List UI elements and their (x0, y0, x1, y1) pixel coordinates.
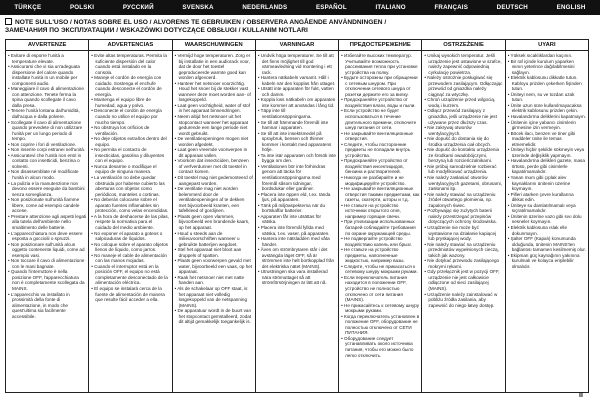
checkbox-square-icon (5, 18, 12, 25)
warning-item: • Никогда не разбирайте и не модифицируйте устройство. (341, 175, 419, 186)
warning-item: • Bir raf içinde kurulum yaparken ısının yeterince dağılabilmesini sağlayın. (508, 59, 586, 76)
warning-item: • Ekipman güç kaynağının yakınına kurulmalı ve kolayca erişilebilir olmalıdır. (508, 253, 586, 270)
warning-item: • Если устройство не будет использоваться в течение длительного времени, отключите шнур питания от сети. (341, 108, 419, 130)
warning-item: • Non coprire i fori di ventilazione. (8, 142, 86, 148)
column-header: OSTRZEŻENIE (422, 40, 504, 51)
warning-item: • Избегайте высоких температур. Учитывайте возможность рассеивания тепла при установке устройства на полку. (341, 53, 419, 75)
warning-item: • Dit toestel mag niet gedemonteerd of aangepast worden. (175, 175, 253, 186)
warning-item: • Prestare attenzione agli aspetti legati alla tutela dell'ambiente nello smaltimento delle batterie. (8, 214, 86, 231)
warning-item: • Även om strömbrytaren står i det avstängda läget OFF, så är strömmen inte helt bortkopplad från det elektriska nätet (MAINS). (258, 247, 336, 269)
warning-item: • Se till att inte insektsmedel på spraybruk, bensen och thinner kommer i kontakt med apparatens hölje. (258, 131, 336, 153)
language-label: РУССКИЙ (122, 4, 154, 11)
warning-item: • Desconecte el cordón de energía cuando no utilice el equipo por mucho tiempo. (91, 108, 169, 125)
warning-item: • Odłącz przewód zasilający z gniazdka, jeśli urządzenie nie jest używane przez dłuższy czas. (424, 108, 502, 125)
warning-item: • Nie należy zasłaniać otworów wentylacyjnych gazetami, obrusami, zasłonami itp. (424, 175, 502, 192)
warning-item: • Non disassemblate né modificate l'unità in alcun modo. (8, 169, 86, 180)
warnings-table (5, 39, 589, 393)
warning-item: • Предохраняйте устройство от воздействия влаги, воды и пыли. (341, 97, 419, 108)
language-label: DEUTSCH (496, 4, 528, 11)
warning-item: • Nie należy stawiać na urządzeniu przedmiotów wypełnionych cieczą, takich jak wazony. (424, 242, 502, 259)
warning-item: • Non posizionare sull'unità alcun oggetto contenente liquidi, come ad esempio vasi. (8, 242, 86, 259)
warning-item: • Assicurarsi che vi sia un'adeguata dispersione del calore quando installate l'unità in un mobile per componenti audio. (8, 64, 86, 86)
warning-item: • Als de schakelaar op OFF staat, is het apparaat niet volledig losgekoppeld van de netspanning (MAINS). (175, 286, 253, 308)
warning-item: • Если переключатель питания находится в положении OFF, устройство не полностью отключено от сети питания (MAINS). (341, 275, 419, 303)
warning-item: • Plaats geen voorwerpen gevuld met water, bijvoorbeeld een vaas, op het apparaat. (175, 258, 253, 275)
warning-item: • Vermijd hoge temperaturen. Zorg er bij installatie in een audiorack voor, dat de door het toestel geproduceerde warmte goed kan worden afgevoerd. (175, 53, 253, 81)
warning-item: • Utrustningen ska vara installerad nära strömuttaget så att strömförsörjningen är lätt att nå. (258, 269, 336, 286)
warning-item: • Non posizionate sull'unità fiamme libere, come ad esempio candele accese. (8, 197, 86, 214)
warning-item: • Ünitenin üzerine vazo gibi sıvı dolu nesneler koymayın. (508, 214, 586, 225)
warning-item: • Nie zakrywaj otworów wentylacyjnych. (424, 125, 502, 136)
warning-item: • Mantenga el equipo libre de humedad, agua y polvo. (91, 97, 169, 108)
warning-item: • El equipo se instalará cerca de la fuente de alimentación de manera que resulte fácil acceder a ella. (91, 286, 169, 303)
warning-item: • De apparatuur wordt in de buurt van het stopcontact geïnstalleerd, zodat dit altijd gemakkelijk toegankelijk is. (175, 308, 253, 325)
language-label: NEDERLANDS (242, 4, 288, 11)
column-body (173, 51, 255, 392)
warning-item: • Pozbywając się zużytych baterii należy przestrzegać przepisów dotyczących ochrony środowiska. (424, 208, 502, 225)
warning-item: • L'apparecchio va installato in prossimità della fonte di alimentazione, in modo che quest'ultima sia facilmente accessibile. (8, 292, 86, 320)
warning-item: • Böcek ilacı, benzen ve tiner gibi maddeler ünite ile temas etmemelidir. (508, 131, 586, 148)
warning-item: • Nie należy stawiać na urządzeniu źródeł otwartego płomienia, np. zapalonych świec. (424, 192, 502, 209)
warning-item: • Hantera nätkabeln varsamt. Håll i kabeln när den kopplas från uttaget. (258, 75, 336, 86)
warning-item: • Havalandırma delikleri gazete, masa örtüsü, perde gibi cisimlerle kapatılmamalıdır. (508, 158, 586, 175)
column-header: UYARI (506, 40, 588, 51)
column-body (422, 51, 504, 392)
warning-item: • Не ставьте на устройство источники открытого огня, например горящие свечи. (341, 203, 419, 220)
warning-item: • Nie dotykać przewodu zasilającego mokrymi rękami. (424, 258, 502, 269)
language-bar (0, 0, 600, 15)
warning-item: • Elektrik kablosuna ıslak elle dokunmayın. (508, 225, 586, 236)
warning-item: • Не прикасайтесь к сетевому шнуру мокрыми руками. (341, 303, 419, 314)
column-body (339, 51, 421, 392)
warning-item: • Nie dopuść do kontaktu urządzenia ze środkami owadobójczymi, benzyną lub rozcieńczalnikami. (424, 147, 502, 164)
warning-item: • Ünitenin içine yabancı cisimlerin girmesine izin vermeyin. (508, 120, 586, 131)
warning-item: • Ta inte isär apparaten och försök inte bygga om den. (258, 153, 336, 164)
warning-item: • Yanan mum gibi çıplak alev kaynaklarını ünitenin üzerine koymayın. (508, 175, 586, 192)
section-heading (5, 18, 585, 36)
column-header: ADVERTENCIAS (89, 40, 171, 51)
warning-item: • Unikaj wysokich temperatur. Jeśli urządzenie jest ustawione w szafce, należy zapewnić odpowiednią cyrkulację powietrza. (424, 53, 502, 75)
warning-item: • Nunca desarme o modifique el equipo de ninguna manera. (91, 164, 169, 175)
warning-item: • Cuando el interruptor está en la posición OFF, el equipo no está completamente desconectado de la alimentación eléctrica. (91, 264, 169, 286)
warning-item: • De ventilatie mag niet worden belemmerd door de ventilatieopeningen af te dekken met bijvoorbeeld kranten, een tafelkleed of gordijnen. (175, 186, 253, 214)
warning-column (422, 40, 505, 392)
warning-item: • Pilleri atarken çevre kurallarına dikkat edin. (508, 192, 586, 203)
warning-column (506, 40, 588, 392)
heading-line-2: ЗАМЕЧАНИЯ ПО ЭКСПЛУАТАЦИИ / WSKAZÓWKI DOTYCZĄCE OBSŁUGI / KULLANIM NOTLARI (5, 27, 308, 35)
warning-column (256, 40, 339, 392)
warning-item: • Будьте осторожны при обращении с сетевым шнуром. При отключении сетевого шнура от розетки держите его за вилку. (341, 75, 419, 97)
warning-item: • Üniteye su damlatılmamalı veya sıçratılmamalıdır. (508, 203, 586, 214)
column-body (256, 51, 338, 392)
heading-line-1: NOTE SULL'USO / NOTAS SOBRE EL USO / ALVORENS TE GEBRUIKEN / OBSERVERA ANGÅENDE ANVÄNDNINGEN / (15, 19, 387, 26)
warning-item: • Täpp inte till ventilationsöppningarna. (258, 108, 336, 119)
warning-item: • Elektrik kablosunu dikkatle tutun. Kabloyu prizden çekerken fişinden tutun. (508, 75, 586, 92)
warning-item: • Placera inte öppen eld, t.ex. tända ljus, på apparaten. (258, 192, 336, 203)
warning-item: • Koppla loss nätkabeln om apparaten inte kommer att användas i lång tid. (258, 97, 336, 108)
column-header: VARNINGAR (256, 40, 338, 51)
warning-item: • Hanteer het netsnoer voorzichtig. Houd het snoer bij de stekker vast wanneer deze moet worden aan- of losgekoppeld. (175, 81, 253, 103)
warning-item: • No permita el contacto de insecticidas, gasolina y diluyentes con el equipo. (91, 147, 169, 164)
warning-item: • Chroń urządzenie przed wilgocią, wodą i kurzem. (424, 97, 502, 108)
warning-item: • De ventilatieopeningen mogen niet worden afgedekt. (175, 136, 253, 147)
warning-item: • La ventilación no debe quedar obstruida por haberse cubierto las aberturas con objetos como periódicos, manteles o cortinas. (91, 175, 169, 197)
column-body (506, 51, 588, 392)
column-body (89, 51, 171, 392)
column-header: ПРЕДОСТЕРЕЖЕНИЕ (339, 40, 421, 51)
warning-item: • При утилизации использованных батарей соблюдайте требования по охране окружающей среды. (341, 219, 419, 236)
warning-item: • Apparaten får inte utsättas för vätska. (258, 214, 336, 225)
warning-item: • Urządzenie nie może być wystawione na działanie kapiącej lub pryskającej wody. (424, 225, 502, 242)
warning-item: • Не ставьте на устройство предметы, наполненные жидкостью, например вазы. (341, 247, 419, 264)
warning-item: • No coloque sobre el aparato objetos llenos de líquido, como jarros. (91, 242, 169, 253)
warning-item: • La pulizia e la manutenzione non devono essere eseguite da bambini senza sorveglianza. (8, 181, 86, 198)
warning-item: • Ventilationen bör inte förhindras genom att täcka för ventilationsöppningarna med föremål såsom tidningar, bordsdukar eller gardiner. (258, 164, 336, 192)
page-number: II (579, 392, 583, 399)
warning-item: • Ünite uzun süre kullanılmayacaksa elektrik kablosunu prizden çekin. (508, 103, 586, 114)
warning-item: • Undvik höga temperaturer. Se till att det finns möjlighet till god värmeavledning vid montering i ett rack. (258, 53, 336, 75)
warning-item: • Quando l'interruttore è nella posizione OFF, l'apparecchiatura non è completamente scollegata da MAINS. (8, 269, 86, 291)
warning-item: • Evitare di esporre l'unità a temperature elevate. (8, 53, 86, 64)
warning-column (173, 40, 256, 392)
warning-item: • No exponer el aparato a goteos o salpicaduras de líquidos. (91, 231, 169, 242)
warning-item: • No maneje el cable de alimentación con las manos mojadas. (91, 253, 169, 264)
warning-item: • No deberán colocarse sobre el aparato fuentes inflamables sin protección, como velas encendidas. (91, 197, 169, 214)
warning-item: • Stel het apparaat niet bloot aan druppels of spatten. (175, 247, 253, 258)
warning-item: • L'apparecchiatura non deve essere esposta a gocciolii o spruzzi. (8, 231, 86, 242)
warning-item: • Non toccare il cavo di alimentazione con le mani bagnate. (8, 258, 86, 269)
warning-item: • Üniteyi hiçbir şekilde sökmeyin veya üzerinde değişiklik yapmayın. (508, 147, 586, 158)
warning-item: • Tänk på miljöaspekterna när du bortskaffar batterier. (258, 203, 336, 214)
warning-item: • A la hora de deshacerse de las pilas, respete la normativa para el cuidado del medio ambiente. (91, 214, 169, 231)
column-header: AVVERTENZE (6, 40, 88, 51)
warning-item: • Nie próbuj samodzielnie rozbierać lub modyfikować urządzenia. (424, 164, 502, 175)
warning-item: • Havalandırma deliklerini kapatmayın. (508, 114, 586, 120)
language-label: POLSKI (69, 4, 95, 11)
warning-item: • Не подвергайте устройство воздействию капель или брызг. (341, 236, 419, 247)
column-header: WAARSCHUWINGEN (173, 40, 255, 51)
warning-item: • Voorkom dat insecticiden, benzeen of verfverdunner met dit toestel in contact komen. (175, 158, 253, 175)
warning-item: • Utsätt inte apparaten för fukt, vatten och damm. (258, 86, 336, 97)
warning-item: • Houd u steeds aan de milieuvoorschriften wanneer u gebruikte batterijen wegdoet. (175, 231, 253, 248)
warning-item: • Urządzenie należy zainstalować w pobliżu źródła zasilania, aby zapewnić do niego łatwy dostęp. (424, 292, 502, 309)
warning-item: • No obstruya los orificios de ventilación. (91, 125, 169, 136)
column-body (6, 51, 88, 392)
warning-column (339, 40, 422, 392)
warning-item: • Maneggiare il cavo di alimentazione con attenzione. Tenete ferma la spina quando scollegate il cavo dalla presa. (8, 86, 86, 108)
warning-item: • Следите, чтобы посторонние предметы не попадали внутрь устройства. (341, 142, 419, 159)
warning-item: • Se till att främmande föremål inte hamnar i apparaten. (258, 120, 336, 131)
language-label: ESPAÑOL (315, 4, 347, 11)
language-label: ENGLISH (556, 4, 586, 11)
warning-item: • Не закрывайте вентиляционные отверстия такими предметами, как газеты, скатерти, шторы и т.д. (341, 186, 419, 203)
warning-item: • Scollegate il cavo di alimentazione quando prevedete di non utilizzare l'unità per un lungo periodo di tempo. (8, 120, 86, 142)
warning-item: • Gdy przełącznik jest w pozycji OFF, urządzenie nie jest całkowicie odłączone od sieci zasilającej (MAINS). (424, 269, 502, 291)
warning-item: • Należy ostrożnie posługiwać się przewodem zasilającym. Odłączając przewód od gniazdka należy ciągnąć za wtyczkę. (424, 75, 502, 97)
warning-item: • Nie dopuść do dostania się do środka urządzenia ciał obcych. (424, 136, 502, 147)
warning-item: • Следите, чтобы не прикасаться к сетевому шнуру мокрыми руками. (341, 264, 419, 275)
warning-item: • Не закрывайте вентиляционные отверстия. (341, 131, 419, 142)
language-label: SVENSKA (182, 4, 214, 11)
warning-item: • Laat geen vreemde voorwerpen in dit apparaat vallen. (175, 147, 253, 158)
warning-item: • Non inserire corpi estranei nell'unità. (8, 147, 86, 153)
warning-item: • Tenere l'unità lontana dall'umidità, dall'acqua e dalla polvere. (8, 108, 86, 119)
warning-item: • No deje objetos extraños dentro del equipo. (91, 136, 169, 147)
warning-column (6, 40, 89, 392)
warning-item: • Оборудование следует устанавливать около источника питания, чтобы его можно было легко отключить. (341, 336, 419, 358)
warning-item: • Evite altas temperaturas. Permita la suficiente dispersión del calor cuando está instalado en la consola. (91, 53, 169, 75)
warning-item: • Hantera inte nätsladden med våta händer. (258, 236, 336, 247)
language-label: TÜRKÇE (14, 4, 42, 11)
warning-item: • Şalter OFF (Kapalı) konumunda olduğunda, ünitenin MAINS'ten bağlantısı tamamen kesilmemiş olur. (508, 236, 586, 253)
warning-item: • Placera inte föremål fyllda med vätska, t.ex. vaser, på apparaten. (258, 225, 336, 236)
warning-item: • Assicuratevi che l'unità non entri in contatto con insetticidi, benzina o solventi. (8, 153, 86, 170)
warning-item: • Предохраняйте устройство от воздействия инсектицидов, бензина и растворителей. (341, 158, 419, 175)
warning-item: • Laat geen vochtigheid, water of stof in het apparaat binnendringen. (175, 103, 253, 114)
warning-column (89, 40, 172, 392)
warning-item: • Üniteyi nem, su ve tozdan uzak tutun. (508, 92, 586, 103)
warning-item: • Maneje el cordón de energía con cuidado. Sostenga el enchufe cuando desconecte el cordón de energía. (91, 75, 169, 97)
warning-item: • Yüksek sıcaklıklardan kaçının. (508, 53, 586, 59)
language-label: FRANÇAIS (434, 4, 469, 11)
warning-item: • Plaats geen open vlammen, bijvoorbeeld een brandende kaars, op het apparaat. (175, 214, 253, 231)
warning-item: • Raak het netsnoer niet met natte handen aan. (175, 275, 253, 286)
language-label: ITALIANO (375, 4, 406, 11)
warning-item: • Когда переключатель установлен в положение OFF, оборудование не полностью отключено от СЕТИ ПИТАНИЯ. (341, 314, 419, 336)
warning-item: • Neem altijd het netsnoer uit het stopcontact wanneer het apparaat gedurende een lange periode niet wordt gebruikt. (175, 114, 253, 136)
